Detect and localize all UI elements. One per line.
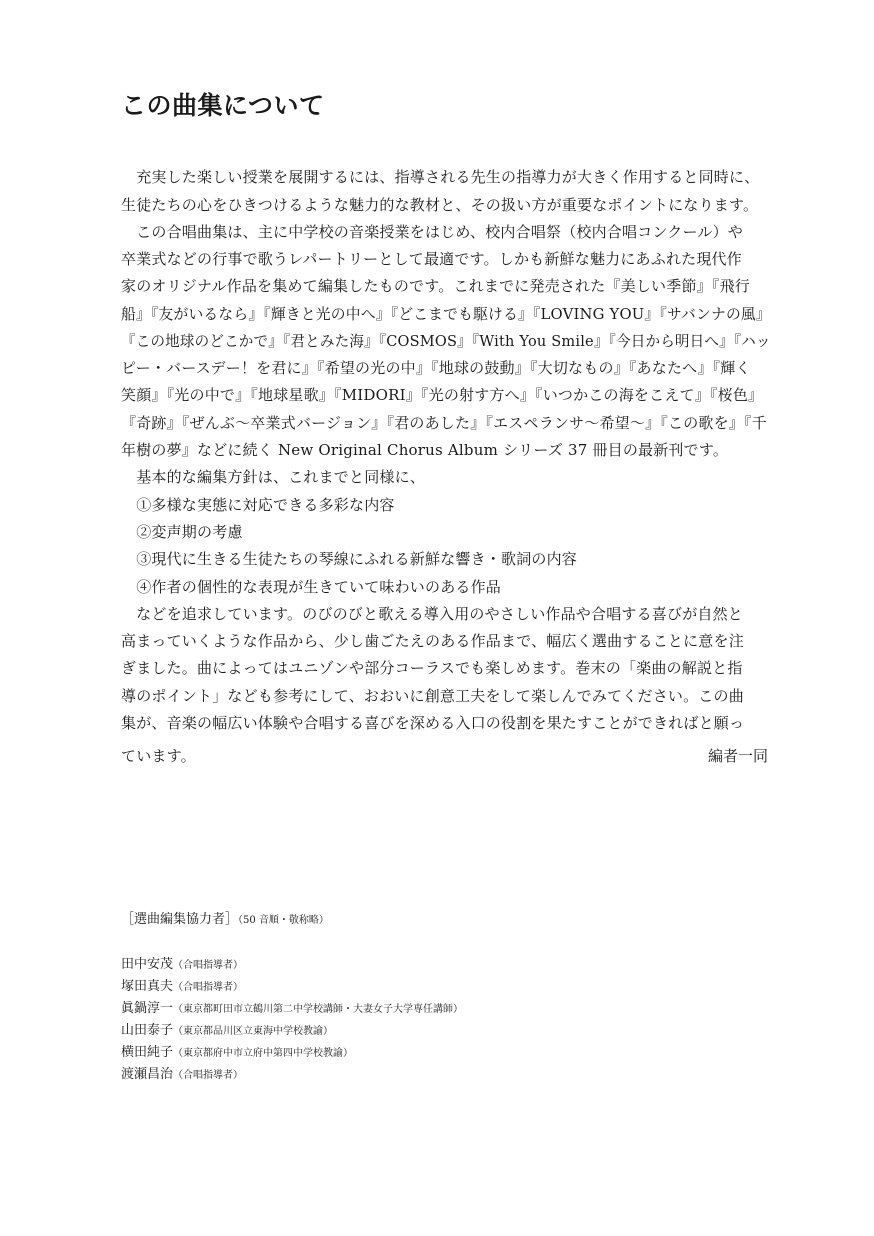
- contributor-role: （東京都品川区立東海中学校教諭）: [173, 1026, 334, 1037]
- contributors-heading-label: ［選曲編集協力者］: [121, 912, 239, 927]
- list-item: ④作者の個性的な表現が生きていて味わいのある作品: [121, 578, 502, 596]
- contributor-item: [121, 1043, 353, 1064]
- body-line: ピー・バースデー！を君に』『希望の光の中』『地球の鼓動』『大切なもの』『あなたへ』『輝く: [121, 359, 751, 377]
- body-line: 集が、音楽の幅広い体験や合唱する喜びを深める入口の役割を果たすことができればと願っ: [121, 714, 745, 732]
- body-line: ぎました。曲によってはユニゾンや部分コーラスでも楽しめます。巻末の「楽曲の解説と指: [121, 659, 743, 677]
- contributor-name: 塚田真夫: [121, 979, 174, 994]
- body-line: ています。: [121, 747, 196, 765]
- body-line: 船』『友がいるなら』『輝きと光の中へ』『どこまでも駆ける』『LOVING YOU』『サバンナの風』: [121, 305, 771, 323]
- body-line: 基本的な編集方針は、これまでと同様に、: [121, 468, 426, 486]
- body-line: 生徒たちの心をひきつけるような魅力的な教材と、その扱い方が重要なポイントになります。: [121, 196, 759, 214]
- contributor-item: [121, 999, 463, 1020]
- body-line: 高まっていくような作品から、少し歯ごたえのある作品まで、幅広く選曲することに意を注: [121, 632, 744, 650]
- body-line: 充実した楽しい授業を展開するには、指導される先生の指導力が大きく作用すると同時に、: [121, 168, 760, 186]
- list-item: ③現代に生きる生徒たちの琴線にふれる新鮮な響き・歌詞の内容: [121, 550, 578, 568]
- contributor-name: 渡瀬昌治: [121, 1067, 174, 1082]
- contributor-name: 眞鍋淳一: [121, 1001, 174, 1016]
- contributor-role: （合唱指導者）: [173, 960, 244, 971]
- signature: 編者一同: [707, 747, 768, 765]
- body-line: この合唱曲集は、主に中学校の音楽授業をはじめ、校内合唱祭（校内合唱コンクール）や: [121, 223, 744, 241]
- body-line: などを追求しています。のびのびと歌える導入用のやさしい作品や合唱する喜びが自然と: [121, 605, 744, 623]
- body-line: 導のポイント」なども参考にして、おおいに創意工夫をして楽しんでみてください。この曲: [121, 687, 744, 705]
- contributors-note: （50 音順・敬称略）: [238, 915, 329, 926]
- list-item: ②変声期の考慮: [121, 523, 243, 541]
- contributor-name: 山田泰子: [121, 1023, 174, 1038]
- body-line: 卒業式などの行事で歌うレパートリーとして最適です。しかも新鮮な魅力にあふれた現代作: [121, 250, 742, 268]
- contributor-name: 田中安茂: [121, 957, 174, 972]
- contributor-item: [121, 955, 243, 976]
- body-line: 年樹の夢』などに続く New Original Chorus Album シリーズ 37 冊目の最新刊です。: [121, 441, 729, 459]
- contributor-role: （合唱指導者）: [173, 1070, 244, 1081]
- contributor-role: （合唱指導者）: [173, 982, 244, 993]
- contributor-item: [121, 1021, 333, 1042]
- list-item: ①多様な実態に対応できる多彩な内容: [121, 496, 395, 514]
- contributor-item: [121, 1065, 243, 1086]
- contributor-name: 横田純子: [121, 1045, 174, 1060]
- page-title: この曲集について: [121, 91, 325, 120]
- body-line: 家のオリジナル作品を集めて編集したものです。これまでに発売された『美しい季節』『飛行: [121, 277, 750, 295]
- contributor-role: （東京都府中市立府中第四中学校教諭）: [173, 1048, 354, 1059]
- contributors-heading: [121, 910, 329, 931]
- contributor-item: [121, 977, 243, 998]
- body-line: 笑顔』『光の中で』『地球星歌』『MIDORI』『光の射す方へ』『いつかこの海をこえて』『桜色』: [121, 386, 764, 404]
- body-line: 『この地球のどこかで』『君とみた海』『COSMOS』『With You Smile』『今日から明日へ』『ハッ: [121, 332, 771, 350]
- body-line: 『奇跡』『ぜんぶ～卒業式バージョン』『君のあした』『エスペランサ～希望～』『この歌を』『千: [121, 414, 767, 432]
- contributor-role: （東京都町田市立鶴川第二中学校講師・大妻女子大学専任講師）: [173, 1004, 464, 1015]
